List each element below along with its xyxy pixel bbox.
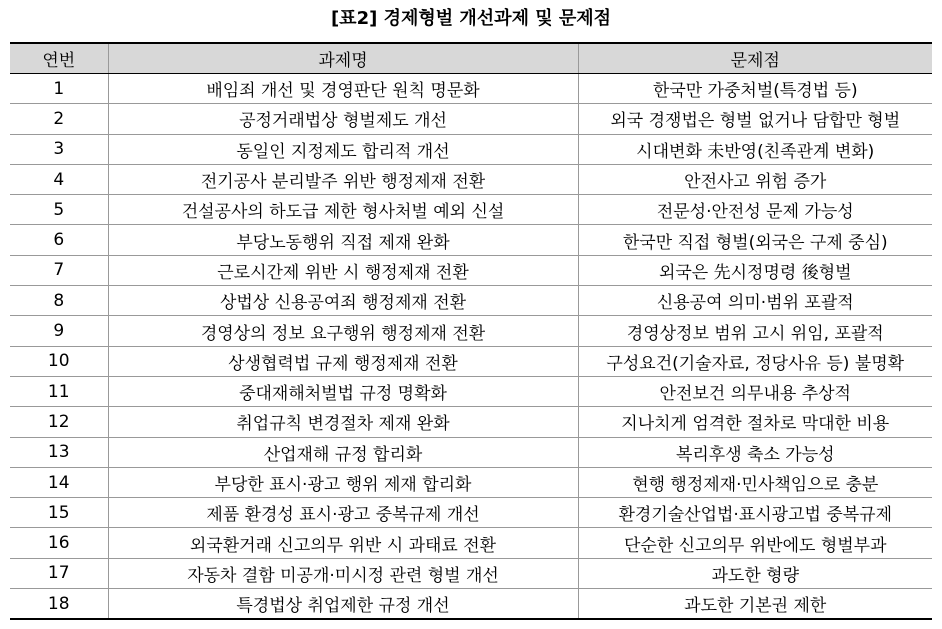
table-row xyxy=(10,346,932,376)
problem-cell: 안전사고 위험 증가 xyxy=(578,164,932,194)
row-number-cell: 15 xyxy=(10,498,108,528)
table-row xyxy=(10,589,932,620)
table-row xyxy=(10,286,932,316)
task-name-cell: 전기공사 분리발주 위반 행정제재 전환 xyxy=(108,164,578,194)
header-number: 연번 xyxy=(10,43,108,74)
task-name-cell: 산업재해 규정 합리화 xyxy=(108,437,578,467)
table-row xyxy=(10,104,932,134)
header-task: 과제명 xyxy=(108,43,578,74)
task-name-cell: 건설공사의 하도급 제한 형사처벌 예외 신설 xyxy=(108,195,578,225)
row-number-cell: 10 xyxy=(10,346,108,376)
problem-cell: 경영상정보 범위 고시 위임, 포괄적 xyxy=(578,316,932,346)
table-row xyxy=(10,376,932,406)
problem-cell: 전문성·안전성 문제 가능성 xyxy=(578,195,932,225)
table-row xyxy=(10,437,932,467)
problem-cell: 한국만 직접 형벌(외국은 구제 중심) xyxy=(578,225,932,255)
problem-cell: 복리후생 축소 가능성 xyxy=(578,437,932,467)
problem-cell: 과도한 형량 xyxy=(578,558,932,588)
table-row xyxy=(10,316,932,346)
problem-cell: 지나치게 엄격한 절차로 막대한 비용 xyxy=(578,407,932,437)
row-number-cell: 9 xyxy=(10,316,108,346)
table-row xyxy=(10,467,932,497)
row-number-cell: 6 xyxy=(10,225,108,255)
problem-cell: 현행 행정제재·민사책임으로 충분 xyxy=(578,467,932,497)
row-number-cell: 12 xyxy=(10,407,108,437)
row-number-cell: 8 xyxy=(10,286,108,316)
row-number-cell: 1 xyxy=(10,74,108,104)
table-row xyxy=(10,164,932,194)
task-name-cell: 동일인 지정제도 합리적 개선 xyxy=(108,134,578,164)
row-number-cell: 11 xyxy=(10,376,108,406)
row-number-cell: 16 xyxy=(10,528,108,558)
task-name-cell: 경영상의 정보 요구행위 행정제재 전환 xyxy=(108,316,578,346)
table-row xyxy=(10,528,932,558)
task-name-cell: 제품 환경성 표시·광고 중복규제 개선 xyxy=(108,498,578,528)
row-number-cell: 2 xyxy=(10,104,108,134)
problem-cell: 신용공여 의미·범위 포괄적 xyxy=(578,286,932,316)
task-name-cell: 외국환거래 신고의무 위반 시 과태료 전환 xyxy=(108,528,578,558)
reform-tasks-table xyxy=(10,42,932,620)
row-number-cell: 13 xyxy=(10,437,108,467)
row-number-cell: 14 xyxy=(10,467,108,497)
task-name-cell: 취업규칙 변경절차 제재 완화 xyxy=(108,407,578,437)
row-number-cell: 7 xyxy=(10,255,108,285)
table-row xyxy=(10,558,932,588)
task-name-cell: 특경법상 취업제한 규정 개선 xyxy=(108,589,578,620)
problem-cell: 과도한 기본권 제한 xyxy=(578,589,932,620)
problem-cell: 시대변화 未반영(친족관계 변화) xyxy=(578,134,932,164)
problem-cell: 안전보건 의무내용 추상적 xyxy=(578,376,932,406)
task-name-cell: 공정거래법상 형벌제도 개선 xyxy=(108,104,578,134)
row-number-cell: 3 xyxy=(10,134,108,164)
task-name-cell: 상법상 신용공여죄 행정제재 전환 xyxy=(108,286,578,316)
row-number-cell: 5 xyxy=(10,195,108,225)
problem-cell: 단순한 신고의무 위반에도 형벌부과 xyxy=(578,528,932,558)
task-name-cell: 부당노동행위 직접 제재 완화 xyxy=(108,225,578,255)
table-row xyxy=(10,74,932,104)
table-title: [표2] 경제형벌 개선과제 및 문제점 xyxy=(330,8,612,29)
problem-cell: 환경기술산업법·표시광고법 중복규제 xyxy=(578,498,932,528)
row-number-cell: 17 xyxy=(10,558,108,588)
problem-cell: 외국은 先시정명령 後형벌 xyxy=(578,255,932,285)
task-name-cell: 중대재해처벌법 규정 명확화 xyxy=(108,376,578,406)
table-row xyxy=(10,407,932,437)
table-row xyxy=(10,134,932,164)
header-problem: 문제점 xyxy=(578,43,932,74)
row-number-cell: 18 xyxy=(10,589,108,620)
table-row xyxy=(10,195,932,225)
problem-cell: 외국 경쟁법은 형벌 없거나 담합만 형벌 xyxy=(578,104,932,134)
task-name-cell: 상생협력법 규제 행정제재 전환 xyxy=(108,346,578,376)
row-number-cell: 4 xyxy=(10,164,108,194)
task-name-cell: 부당한 표시·광고 행위 제재 합리화 xyxy=(108,467,578,497)
task-name-cell: 자동차 결함 미공개·미시정 관련 형벌 개선 xyxy=(108,558,578,588)
table-row xyxy=(10,225,932,255)
task-name-cell: 배임죄 개선 및 경영판단 원칙 명문화 xyxy=(108,74,578,104)
problem-cell: 한국만 가중처벌(특경법 등) xyxy=(578,74,932,104)
problem-cell: 구성요건(기술자료, 정당사유 등) 불명확 xyxy=(578,346,932,376)
table-row xyxy=(10,498,932,528)
task-name-cell: 근로시간제 위반 시 행정제재 전환 xyxy=(108,255,578,285)
header-row xyxy=(10,43,932,74)
table-row xyxy=(10,255,932,285)
